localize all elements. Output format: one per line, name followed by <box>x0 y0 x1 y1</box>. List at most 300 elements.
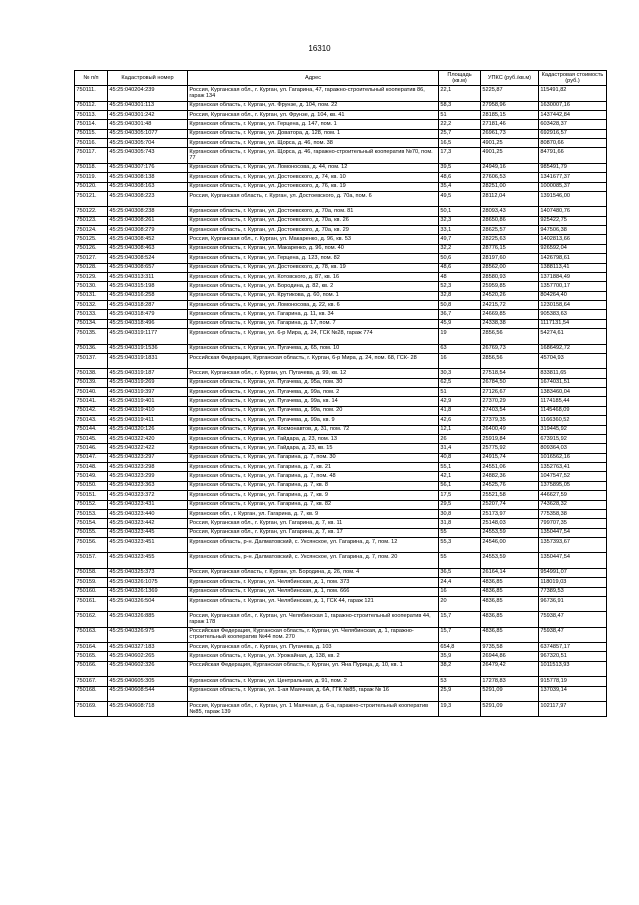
table-row <box>75 163 607 172</box>
cell-upks: 28562,00 <box>481 263 539 272</box>
cell-area: 45,9 <box>439 319 481 328</box>
cell-upks: 2856,56 <box>481 329 539 344</box>
cell-address: Курганская область, г. Курган, ул. 6-р Мира, д. 24, ГСК №28, гараж 774 <box>188 329 439 344</box>
table-body <box>75 86 607 717</box>
cell-cadastral-number: 45:25:040319:397 <box>108 388 188 397</box>
cell-num: 750124. <box>75 226 108 235</box>
table-row <box>75 182 607 191</box>
table-row <box>75 661 607 676</box>
page-number: 16310 <box>308 44 331 53</box>
cell-num: 750117. <box>75 148 108 163</box>
cell-cadastral-cost: 1350447,54 <box>539 528 607 537</box>
cell-cadastral-cost: 319445,92 <box>539 425 607 434</box>
cell-cadastral-cost: 1371884,49 <box>539 272 607 281</box>
cell-address: Курганская область, г. Курган, ул. Достоевского, д. 70а, кв. 29 <box>188 226 439 235</box>
cell-upks: 4836,85 <box>481 587 539 596</box>
header-num: № п/п <box>75 71 108 86</box>
table-row <box>75 425 607 434</box>
cell-area: 12,1 <box>439 425 481 434</box>
cell-area: 50,1 <box>439 207 481 216</box>
cell-cadastral-cost: 1350447,54 <box>539 553 607 568</box>
cell-area: 16 <box>439 587 481 596</box>
cell-cadastral-cost: 102117,97 <box>539 701 607 716</box>
cell-cadastral-cost: 1402813,66 <box>539 235 607 244</box>
cell-cadastral-number: 45:25:040308:261 <box>108 216 188 225</box>
table-row <box>75 643 607 652</box>
cell-upks: 24882,36 <box>481 472 539 481</box>
cell-cadastral-number: 45:25:040323:440 <box>108 509 188 518</box>
cell-num: 750133. <box>75 310 108 319</box>
cell-upks: 24949,16 <box>481 163 539 172</box>
cell-area: 35,4 <box>439 182 481 191</box>
table-row <box>75 453 607 462</box>
cell-num: 750145. <box>75 434 108 443</box>
cell-cadastral-cost: 1383460,04 <box>539 388 607 397</box>
cell-address: Курганская область, г. Курган, ул. Котовского, д. 87, кв. 16 <box>188 272 439 281</box>
table-row <box>75 463 607 472</box>
cell-cadastral-number: 45:25:040323:431 <box>108 500 188 509</box>
cell-cadastral-cost: 925422,75 <box>539 216 607 225</box>
cell-area: 35,9 <box>439 652 481 661</box>
cell-cadastral-number: 45:25:040326:1369 <box>108 587 188 596</box>
cell-cadastral-number: 45:25:040323:363 <box>108 481 188 490</box>
cell-upks: 25173,97 <box>481 509 539 518</box>
cell-cadastral-cost: 77389,53 <box>539 587 607 596</box>
cell-address: Курганская область, г. Курган, ул. Гагарина, д. 7, пом. 48 <box>188 472 439 481</box>
cell-address: Россия, Курганская обл., г. Курган, ул. Пугачева, д. 99, кв. 12 <box>188 369 439 378</box>
cell-address: Российская Федерация, Курганская область, г. Курган, ул. Яна Пурица, д. 10, кв. 1 <box>188 661 439 676</box>
cell-area: 63 <box>439 344 481 353</box>
cell-cadastral-cost: 45704,93 <box>539 353 607 368</box>
cell-upks: 5291,09 <box>481 701 539 716</box>
cell-area: 17,5 <box>439 491 481 500</box>
table-row <box>75 701 607 716</box>
cell-cadastral-cost: 6374857,17 <box>539 643 607 652</box>
cadastral-value-table <box>74 70 607 717</box>
cell-upks: 5225,87 <box>481 86 539 101</box>
cell-cadastral-cost: 1437442,84 <box>539 110 607 119</box>
cell-cadastral-cost: 1047547,52 <box>539 472 607 481</box>
cell-address: Курганская область, г. Курган, ул. Ломоносова, д. 22, кв. 6 <box>188 301 439 310</box>
cell-area: 39,5 <box>439 163 481 172</box>
cell-address: Курганская область, г. Курган, ул. Достоевского, д. 70а, пом. 81 <box>188 207 439 216</box>
table-row <box>75 528 607 537</box>
cell-cadastral-number: 45:25:040326:1075 <box>108 578 188 587</box>
cell-num: 750129. <box>75 272 108 281</box>
cell-cadastral-number: 45:25:040319:269 <box>108 378 188 387</box>
cell-num: 750125. <box>75 235 108 244</box>
cell-cadastral-number: 45:25:040327:183 <box>108 643 188 652</box>
cell-area: 19,3 <box>439 701 481 716</box>
cell-address: Курганская область, г. Курган, ул. Гагарина, д. 7, кв. 21 <box>188 463 439 472</box>
cell-upks: 28197,60 <box>481 254 539 263</box>
cell-area: 32,3 <box>439 216 481 225</box>
cell-num: 750161. <box>75 596 108 611</box>
cell-cadastral-number: 45:25:040319:401 <box>108 397 188 406</box>
cell-cadastral-number: 45:25:040319:187 <box>108 369 188 378</box>
cell-cadastral-cost: 1011513,93 <box>539 661 607 676</box>
cell-upks: 24338,38 <box>481 319 539 328</box>
cell-upks: 28225,63 <box>481 235 539 244</box>
cell-address: Курганская область, г. Курган, ул. Достоевского, д. 70а, кв. 26 <box>188 216 439 225</box>
table-row <box>75 369 607 378</box>
cell-cadastral-cost: 743628,32 <box>539 500 607 509</box>
cell-cadastral-number: 45:25:040323:372 <box>108 491 188 500</box>
cell-address: Курганская область, г. Курган, ул. Урожайная, д. 138, кв. 2 <box>188 652 439 661</box>
cell-address: Россия, Курганская обл., г. Курган, ул. Гагарина, д. 7, кв. 17 <box>188 528 439 537</box>
cell-area: 32,8 <box>439 291 481 300</box>
cell-address: Курганская область, г. Курган, ул. Герцена, д. 123, пом. 82 <box>188 254 439 263</box>
cell-upks: 24553,59 <box>481 553 539 568</box>
cell-upks: 28650,86 <box>481 216 539 225</box>
cell-cadastral-cost: 1686492,72 <box>539 344 607 353</box>
cell-address: Курганская область, г. Курган, ул. Фрунзе, д. 104, пом. 22 <box>188 101 439 110</box>
cell-num: 750152. <box>75 500 108 509</box>
table-row <box>75 120 607 129</box>
table-row <box>75 686 607 701</box>
cell-cadastral-cost: 1000085,37 <box>539 182 607 191</box>
cell-num: 750160. <box>75 587 108 596</box>
cell-area: 19 <box>439 329 481 344</box>
cell-num: 750165. <box>75 652 108 661</box>
cell-cadastral-number: 45:25:040323:442 <box>108 519 188 528</box>
cell-upks: 27403,54 <box>481 406 539 415</box>
cell-num: 750153. <box>75 509 108 518</box>
table-row <box>75 434 607 443</box>
cell-upks: 27958,96 <box>481 101 539 110</box>
cell-num: 750122. <box>75 207 108 216</box>
cell-cadastral-number: 45:25:040323:455 <box>108 553 188 568</box>
cell-address: Курганская область, г. Курган, ул. Бородина, д. 82, кв. 2 <box>188 282 439 291</box>
cell-cadastral-cost: 809364,03 <box>539 444 607 453</box>
cell-cadastral-cost: 1341677,37 <box>539 173 607 182</box>
cell-cadastral-cost: 673915,92 <box>539 434 607 443</box>
cell-num: 750111. <box>75 86 108 101</box>
cell-upks: 27379,35 <box>481 416 539 425</box>
cell-address: Курганская область, г. Курган, ул. Достоевского, д. 74, кв. 10 <box>188 173 439 182</box>
table-row <box>75 244 607 253</box>
cell-cadastral-number: 45:25:040307:176 <box>108 163 188 172</box>
cell-area: 16 <box>439 353 481 368</box>
cell-address: Курганская область, г. Курган, ул. Гагарина, д. 11, кв. 34 <box>188 310 439 319</box>
cell-upks: 2856,56 <box>481 353 539 368</box>
header-upks: УПКС (руб./кв.м) <box>481 71 539 86</box>
cell-num: 750116. <box>75 139 108 148</box>
cell-cadastral-cost: 1375895,05 <box>539 481 607 490</box>
table-row <box>75 291 607 300</box>
cell-cadastral-number: 45:25:040308:524 <box>108 254 188 263</box>
cell-num: 750156. <box>75 538 108 553</box>
cell-address: Курганская область, г. Курган, ул. Гагарина, д. 17, пом. 7 <box>188 319 439 328</box>
cell-cadastral-number: 45:25:040318:496 <box>108 319 188 328</box>
cell-num: 750127. <box>75 254 108 263</box>
cell-num: 750119. <box>75 173 108 182</box>
cell-area: 24,4 <box>439 578 481 587</box>
cell-cadastral-number: 45:25:040326:975 <box>108 627 188 642</box>
cell-num: 750120. <box>75 182 108 191</box>
cell-area: 29,5 <box>439 500 481 509</box>
cell-cadastral-number: 45:25:040308:452 <box>108 235 188 244</box>
cell-address: Курганская область, г. Курган, ул. 1-ая Маячная, д. 6А, ГГК №85, гараж № 16 <box>188 686 439 701</box>
cell-cadastral-number: 45:25:040305:704 <box>108 139 188 148</box>
table-row <box>75 553 607 568</box>
cell-area: 30,8 <box>439 509 481 518</box>
cell-address: Россия, Курганская обл., г. Курган, ул. Гагарина, д. 7, кв. 11 <box>188 519 439 528</box>
table-row <box>75 509 607 518</box>
cell-cadastral-cost: 799707,35 <box>539 519 607 528</box>
cell-address: Курганская обл., г. Курган, ул. Гагарина, д. 7, кв. 9 <box>188 509 439 518</box>
cell-cadastral-cost: 1674031,51 <box>539 378 607 387</box>
table-row <box>75 319 607 328</box>
cell-upks: 4836,85 <box>481 578 539 587</box>
cell-address: Курганская область, г. Курган, ул. Гайдара, д. 23, кв. 15 <box>188 444 439 453</box>
cell-area: 33,1 <box>439 226 481 235</box>
cell-address: Курганская область, г. Курган, ул. Макаренко, д. 96, пом. 40 <box>188 244 439 253</box>
cell-area: 26 <box>439 434 481 443</box>
table-row <box>75 568 607 577</box>
cell-upks: 24525,76 <box>481 481 539 490</box>
cell-upks: 26400,49 <box>481 425 539 434</box>
cell-num: 750163. <box>75 627 108 642</box>
cell-cadastral-cost: 1174185,44 <box>539 397 607 406</box>
cell-area: 25,9 <box>439 686 481 701</box>
cell-upks: 28776,15 <box>481 244 539 253</box>
cell-num: 750148. <box>75 463 108 472</box>
cell-area: 40,8 <box>439 453 481 462</box>
cell-num: 750142. <box>75 406 108 415</box>
cell-address: Курганская область, г. Курган, ул. Герцена, д. 147, пом. 1 <box>188 120 439 129</box>
cell-num: 750162. <box>75 612 108 627</box>
cell-num: 750149. <box>75 472 108 481</box>
cell-cadastral-cost: 1117131,54 <box>539 319 607 328</box>
cell-address: Курганская область, г. Курган, ул. Доватора, д. 128, пом. 1 <box>188 129 439 138</box>
cell-area: 51 <box>439 110 481 119</box>
cell-num: 750138. <box>75 369 108 378</box>
cell-cadastral-cost: 75938,47 <box>539 627 607 642</box>
cell-cadastral-number: 45:25:040319:410 <box>108 406 188 415</box>
cell-address: Курганская область, г. Курган, ул. Челябинская, д. 1, пом. 666 <box>188 587 439 596</box>
cell-cadastral-cost: 1391546,00 <box>539 191 607 206</box>
cell-cadastral-cost: 118019,03 <box>539 578 607 587</box>
cell-cadastral-cost: 1145468,09 <box>539 406 607 415</box>
cell-upks: 4836,85 <box>481 627 539 642</box>
cell-cadastral-cost: 84791,66 <box>539 148 607 163</box>
cell-cadastral-number: 45:25:040313:311 <box>108 272 188 281</box>
cell-cadastral-cost: 1166360,52 <box>539 416 607 425</box>
cell-upks: 25521,58 <box>481 491 539 500</box>
cell-area: 55 <box>439 528 481 537</box>
cell-upks: 25775,92 <box>481 444 539 453</box>
cell-area: 25,7 <box>439 129 481 138</box>
cell-area: 654,8 <box>439 643 481 652</box>
cell-area: 17,3 <box>439 148 481 163</box>
cell-num: 750164. <box>75 643 108 652</box>
cell-area: 22,2 <box>439 120 481 129</box>
cell-address: Курганская область, р-н. Далматовский, с. Уксянское, ул. Гагарина, д. 7, пом. 20 <box>188 553 439 568</box>
cell-cadastral-number: 45:25:040326:504 <box>108 596 188 611</box>
cell-upks: 25207,74 <box>481 500 539 509</box>
table-row <box>75 538 607 553</box>
table-row <box>75 235 607 244</box>
cell-area: 20 <box>439 596 481 611</box>
cell-area: 30,3 <box>439 369 481 378</box>
table-row <box>75 310 607 319</box>
table-row <box>75 139 607 148</box>
cell-cadastral-cost: 54274,61 <box>539 329 607 344</box>
cell-area: 50,8 <box>439 301 481 310</box>
cell-area: 31,8 <box>439 519 481 528</box>
cell-upks: 9735,58 <box>481 643 539 652</box>
table-row <box>75 472 607 481</box>
cell-cadastral-cost: 833811,65 <box>539 369 607 378</box>
cell-cadastral-cost: 692916,57 <box>539 129 607 138</box>
cell-cadastral-number: 45:25:040305:743 <box>108 148 188 163</box>
cell-num: 750168. <box>75 686 108 701</box>
cell-num: 750118. <box>75 163 108 172</box>
cell-cadastral-cost: 954991,07 <box>539 568 607 577</box>
cell-upks: 4901,25 <box>481 148 539 163</box>
cell-num: 750114. <box>75 120 108 129</box>
cell-num: 750137. <box>75 353 108 368</box>
cell-area: 52,3 <box>439 282 481 291</box>
cell-num: 750132. <box>75 301 108 310</box>
cell-num: 750135. <box>75 329 108 344</box>
cell-address: Курганская область, г. Курган, ул. Пугачева, д. 65, пом. 10 <box>188 344 439 353</box>
cell-cadastral-cost: 1357700,17 <box>539 282 607 291</box>
cell-cadastral-number: 45:25:040204:239 <box>108 86 188 101</box>
cell-cadastral-number: 45:25:040608:718 <box>108 701 188 716</box>
table-row <box>75 226 607 235</box>
cell-upks: 4901,25 <box>481 139 539 148</box>
header-cadastral-number: Кадастровый номер <box>108 71 188 86</box>
table-row <box>75 388 607 397</box>
cell-cadastral-number: 45:25:040605:305 <box>108 677 188 686</box>
cell-num: 750166. <box>75 661 108 676</box>
cell-num: 750126. <box>75 244 108 253</box>
cell-address: Курганская область, г. Курган, ул. Щорса, д. 46, пом. 38 <box>188 139 439 148</box>
cell-upks: 27181,46 <box>481 120 539 129</box>
cell-cadastral-cost: 1388113,41 <box>539 263 607 272</box>
cell-upks: 25148,03 <box>481 519 539 528</box>
cell-area: 41,8 <box>439 406 481 415</box>
cell-area: 15,7 <box>439 627 481 642</box>
cell-area: 36,5 <box>439 568 481 577</box>
cell-upks: 4836,85 <box>481 612 539 627</box>
table-row <box>75 191 607 206</box>
cell-cadastral-number: 45:25:040320:126 <box>108 425 188 434</box>
table-row <box>75 101 607 110</box>
cell-upks: 27370,29 <box>481 397 539 406</box>
cell-cadastral-number: 45:25:040323:297 <box>108 453 188 462</box>
cell-upks: 17278,83 <box>481 677 539 686</box>
cell-cadastral-number: 45:25:040326:885 <box>108 612 188 627</box>
cell-area: 51 <box>439 388 481 397</box>
cell-num: 750169. <box>75 701 108 716</box>
cell-address: Курганская область, г. Курган, ул. Гагарина, д. 7, кв. 82 <box>188 500 439 509</box>
cell-num: 750154. <box>75 519 108 528</box>
cell-num: 750115. <box>75 129 108 138</box>
cell-upks: 24553,59 <box>481 528 539 537</box>
cell-cadastral-number: 45:25:040301:48 <box>108 120 188 129</box>
cell-cadastral-number: 45:25:040319:411 <box>108 416 188 425</box>
cell-num: 750131. <box>75 291 108 300</box>
cell-upks: 25919,84 <box>481 434 539 443</box>
cell-cadastral-number: 45:25:040305:1077 <box>108 129 188 138</box>
cell-upks: 27126,67 <box>481 388 539 397</box>
table-row <box>75 344 607 353</box>
cell-cadastral-cost: 804264,40 <box>539 291 607 300</box>
cell-address: Курганская область, г. Курган, ул. Щорса, д. 46, гаражно-строительный кооператив №70, пом. 77 <box>188 148 439 163</box>
cell-cadastral-cost: 1230158,64 <box>539 301 607 310</box>
header-address: Адрес <box>188 71 439 86</box>
cell-cadastral-number: 45:25:040323:445 <box>108 528 188 537</box>
table-row <box>75 596 607 611</box>
cell-cadastral-number: 45:25:040319:1177 <box>108 329 188 344</box>
cell-area: 48,6 <box>439 173 481 182</box>
cell-address: Россия, Курганская область, г. Курган, ул. Бородина, д. 26, пом. 4 <box>188 568 439 577</box>
cell-address: Курганская область, г. Курган, ул. Достоевского, д. 76, кв. 19 <box>188 182 439 191</box>
cell-area: 38,2 <box>439 661 481 676</box>
table-header-row <box>75 71 607 86</box>
cell-cadastral-number: 45:25:040319:1831 <box>108 353 188 368</box>
table-row <box>75 263 607 272</box>
cell-cadastral-cost: 967320,51 <box>539 652 607 661</box>
cell-num: 750146. <box>75 444 108 453</box>
cell-address: Россия, Курганская обл., г. Курган, ул. 1 Маячная, д. 6-а, гаражно-строительный кооператив №85, гараж 139 <box>188 701 439 716</box>
cell-address: Российская Федерация, Курганская область, г. Курган, 6-р Мира, д. 24, пом. 68, ГСК- 28 <box>188 353 439 368</box>
table-row <box>75 272 607 281</box>
cell-cadastral-number: 45:25:040308:163 <box>108 182 188 191</box>
cell-address: Курганская область, г. Курган, ул. Челябинская, д. 1, пом. 373 <box>188 578 439 587</box>
table-row <box>75 301 607 310</box>
cell-upks: 28112,04 <box>481 191 539 206</box>
cell-address: Курганская область, г. Курган, ул. Пугачева, д. 99а, пом. 20 <box>188 406 439 415</box>
cell-num: 750130. <box>75 282 108 291</box>
table-row <box>75 329 607 344</box>
cell-address: Курганская область, г. Курган, ул. Гагарина, д. 7, пом. 30 <box>188 453 439 462</box>
table-row <box>75 406 607 415</box>
cell-area: 53 <box>439 677 481 686</box>
cell-upks: 24546,00 <box>481 538 539 553</box>
cell-cadastral-number: 45:25:040308:657 <box>108 263 188 272</box>
cell-address: Курганская область, г. Курган, ул. Пугачева, д. 99а, кв. 14 <box>188 397 439 406</box>
cell-upks: 24520,26 <box>481 291 539 300</box>
cell-cadastral-number: 45:25:040323:451 <box>108 538 188 553</box>
cell-cadastral-cost: 80870,66 <box>539 139 607 148</box>
table-row <box>75 207 607 216</box>
cell-upks: 26769,73 <box>481 344 539 353</box>
cell-area: 48 <box>439 272 481 281</box>
table-row <box>75 587 607 596</box>
cell-cadastral-cost: 115491,82 <box>539 86 607 101</box>
cell-num: 750157. <box>75 553 108 568</box>
table-row <box>75 500 607 509</box>
cell-cadastral-cost: 775358,38 <box>539 509 607 518</box>
cell-cadastral-number: 45:25:040308:279 <box>108 226 188 235</box>
cell-area: 55,1 <box>439 463 481 472</box>
cell-address: Курганская область, р-н. Далматовский, с. Уксянское, ул. Гагарина, д. 7, пом. 12 <box>188 538 439 553</box>
cell-upks: 28580,93 <box>481 272 539 281</box>
cell-cadastral-number: 45:25:040323:298 <box>108 463 188 472</box>
table-row <box>75 627 607 642</box>
cell-upks: 24669,85 <box>481 310 539 319</box>
cell-area: 31,4 <box>439 444 481 453</box>
cell-area: 62,5 <box>439 378 481 387</box>
cell-cadastral-number: 45:25:040308:238 <box>108 207 188 216</box>
table-row <box>75 397 607 406</box>
cell-area: 42,6 <box>439 416 481 425</box>
table-row <box>75 578 607 587</box>
